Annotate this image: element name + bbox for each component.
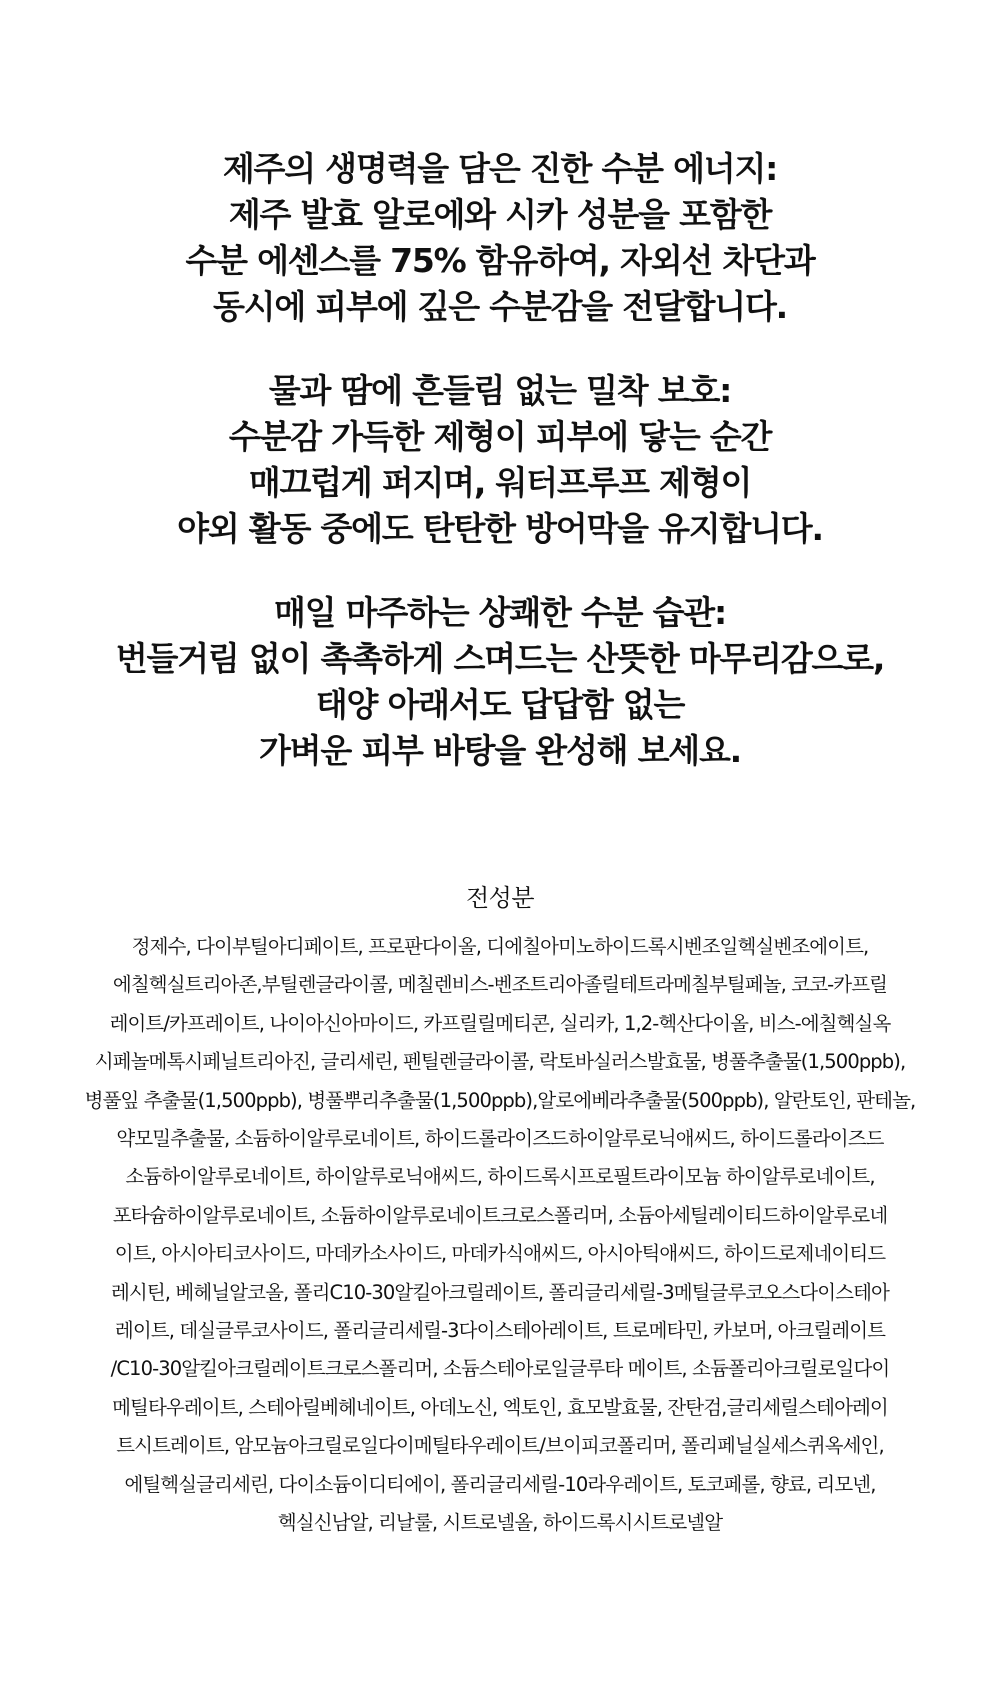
full-ingredients-section [0, 878, 1000, 1543]
feature-block-waterproof [0, 368, 1000, 552]
ingredients-line: 소듐하이알루로네이트, 하이알루로닉애씨드, 하이드록시프로필트라이모늄 하이알루로네이트, [125, 1165, 875, 1189]
feature-text-line: 매끄럽게 퍼지며, 워터프루프 제형이 [248, 463, 752, 502]
ingredients-line: 정제수, 다이부틸아디페이트, 프로판다이올, 디에칠아미노하이드록시벤조일헥실벤조에이트, [131, 935, 869, 958]
feature-text-line: 번들거림 없이 촉촉하게 스며드는 산뜻한 마무리감으로, [115, 639, 885, 678]
ingredients-line: 레이트, 데실글루코사이드, 폴리글리세릴-3다이스테아레이트, 트로메타민, 카보머, 아크릴레이트 [114, 1319, 886, 1343]
ingredients-line: 시페놀메톡시페닐트리아진, 글리세린, 펜틸렌글라이콜, 락토바실러스발효물, 병풀추출물(1,500ppb), [94, 1050, 906, 1074]
ingredients-line: 약모밀추출물, 소듐하이알루로네이트, 하이드롤라이즈드하이알루로닉애씨드, 하이드롤라이즈드 [116, 1127, 884, 1151]
feature-heading: 제주의 생명력을 담은 진한 수분 에너지: [222, 149, 778, 188]
ingredients-line: 에칠헥실트리아존,부틸렌글라이콜, 메칠렌비스-벤조트리아졸릴테트라메칠부틸페놀, 코코-카프릴 [112, 973, 888, 997]
ingredients-line: /C10-30알킬아크릴레이트크로스폴리머, 소듐스테아로일글루타 메이트, 소듐폴리아크릴로일다이 [110, 1357, 890, 1381]
feature-text-line: 동시에 피부에 깊은 수분감을 전달합니다. [212, 287, 788, 326]
ingredients-line: 레시틴, 베헤닐알코올, 폴리C10-30알킬아크릴레이트, 폴리글리세릴-3메틸글루코오스다이스테아 [111, 1280, 889, 1304]
feature-heading: 매일 마주하는 상쾌한 수분 습관: [274, 593, 726, 632]
feature-text-line: 제주 발효 알로에와 시카 성분을 포함한 [228, 195, 772, 234]
ingredients-line: 트시트레이트, 암모늄아크릴로일다이메틸타우레이트/브이피코폴리머, 폴리페닐실세스퀴옥세인, [116, 1434, 884, 1458]
ingredients-line: 포타슘하이알루로네이트, 소듐하이알루로네이트크로스폴리머, 소듐아세틸레이티드하이알루로네 [112, 1203, 888, 1227]
ingredients-title: 전성분 [465, 884, 535, 912]
feature-block-daily-habit [0, 590, 1000, 774]
feature-text-line: 태양 아래서도 답답함 없는 [315, 685, 685, 724]
feature-text-line: 가벼운 피부 바탕을 완성해 보세요. [259, 731, 741, 770]
feature-text-line: 수분감 가득한 제형이 피부에 닿는 순간 [228, 417, 772, 456]
feature-text-line: 야외 활동 중에도 탄탄한 방어막을 유지합니다. [177, 509, 823, 548]
ingredients-line: 병풀잎 추출물(1,500ppb), 병풀뿌리추출물(1,500ppb),알로에베라추출물(500ppb), 알란토인, 판테놀, [84, 1088, 916, 1112]
ingredients-line: 이트, 아시아티코사이드, 마데카소사이드, 마데카식애씨드, 아시아틱애씨드, 하이드로제네이티드 [114, 1242, 886, 1266]
ingredients-line: 헥실신남알, 리날룰, 시트로넬올, 하이드록시시트로넬알 [277, 1511, 723, 1535]
feature-description-section [0, 146, 1000, 812]
ingredients-line: 레이트/카프레이트, 나이아신아마이드, 카프릴릴메티콘, 실리카, 1,2-헥산다이올, 비스-에칠헥실옥 [109, 1011, 891, 1035]
ingredients-line: 에틸헥실글리세린, 다이소듐이디티에이, 폴리글리세릴-10라우레이트, 토코페롤, 향료, 리모넨, [124, 1472, 876, 1496]
feature-heading: 물과 땀에 흔들림 없는 밀착 보호: [268, 371, 732, 410]
feature-text-line: 수분 에센스를 75% 함유하여, 자외선 차단과 [185, 241, 815, 280]
feature-block-hydration [0, 146, 1000, 330]
ingredients-line: 메틸타우레이트, 스테아릴베헤네이트, 아데노신, 엑토인, 효모발효물, 잔탄검,글리세릴스테아레이 [112, 1395, 888, 1419]
